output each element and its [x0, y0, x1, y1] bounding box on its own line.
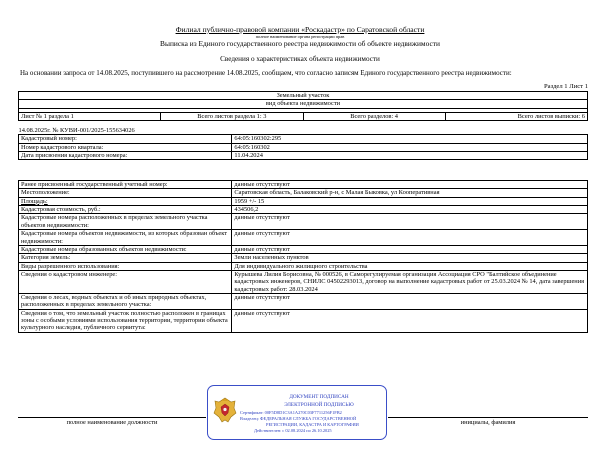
stamp-owner-cont: РЕГИСТРАЦИИ, КАДАСТРА И КАРТОГРАФИИ — [266, 421, 359, 427]
row-value: данные отсутствуют — [232, 309, 588, 332]
row-label: Кадастровые номера расположенных в пределах земельного участка объектов недвижимости: — [19, 214, 232, 230]
row-label: Кадастровые номера образованных объектов недвижимости: — [19, 245, 232, 253]
row-label: Дата присвоения кадастрового номера: — [19, 152, 232, 160]
sheet-number: Лист № 1 раздела 1 — [19, 112, 161, 120]
table-row — [19, 197, 588, 205]
row-value: 11.04.2024 — [232, 152, 588, 160]
row-label: Местоположение: — [19, 189, 232, 197]
section-label: Раздел 1 Лист 1 — [544, 83, 588, 90]
row-value: данные отсутствуют — [232, 181, 588, 189]
name-line — [388, 417, 588, 418]
table-row — [19, 230, 588, 246]
row-value: Курышева Лилия Борисовна, № 000526, в Саморегулируемая организация Ассоциация СРО "Балтийское объединение кадастровых инженеров, СНИЛС 04502293013, договор на выполнение кадастровых работ от 25.03.2024 № 14, дата завершения кадастровых работ: 28.03.2024 — [232, 270, 588, 293]
row-value: Земли населенных пунктов — [232, 254, 588, 262]
row-value: Для индивидуального жилищного строительства — [232, 262, 588, 270]
table-row — [19, 206, 588, 214]
e-signature-stamp — [207, 385, 387, 440]
row-value: данные отсутствуют — [232, 214, 588, 230]
row-label: Виды разрешенного использования: — [19, 262, 232, 270]
identifiers-table — [18, 127, 588, 160]
name-caption: инициалы, фамилия — [460, 419, 516, 426]
stamp-line: ДОКУМЕНТ ПОДПИСАН — [289, 394, 349, 400]
stamp-cert: Сертификат: 00F5D8D1C3A1A270C03F7711256F1FB2 — [240, 410, 342, 415]
table-row — [19, 181, 588, 189]
position-line — [18, 417, 206, 418]
table-row — [19, 294, 588, 310]
sections-total: Всего разделов: 4 — [303, 112, 445, 120]
document-title: Выписка из Единого государственного реестра недвижимости об объекте недвижимости — [160, 39, 440, 48]
agency-name: Филиал публично-правовой компании «Роскадастр» по Саратовской области — [175, 25, 425, 34]
row-label: Кадастровый номер: — [19, 135, 232, 143]
table-row — [19, 309, 588, 332]
stamp-owner: Владелец: ФЕДЕРАЛЬНАЯ СЛУЖБА ГОСУДАРСТВЕННОЙ — [240, 415, 357, 421]
agency-caption: полное наименование органа регистрации прав — [255, 34, 345, 39]
object-type-caption: вид объекта недвижимости — [19, 100, 588, 108]
row-label: Ранее присвоенный государственный учетный номер: — [19, 181, 232, 189]
table-row — [19, 189, 588, 197]
table-row — [19, 262, 588, 270]
section-title: Сведения о характеристиках объекта недвижимости — [220, 55, 380, 63]
table-row — [19, 214, 588, 230]
row-value: 64:05:160302 — [232, 143, 588, 151]
position-caption: полное наименование должности — [66, 419, 158, 426]
stamp-line: ЭЛЕКТРОННОЙ ПОДПИСЬЮ — [284, 401, 354, 408]
date-number: 14.08.2025г. № КУВИ-001/2025-155634026 — [18, 127, 135, 134]
row-label: Категория земель: — [19, 254, 232, 262]
row-value: данные отсутствуют — [232, 230, 588, 246]
sheets-total: Всего листов выписки: 6 — [445, 112, 587, 120]
details-table — [18, 180, 588, 333]
object-type: Земельный участок — [19, 92, 588, 100]
table-row — [19, 254, 588, 262]
row-value: данные отсутствуют — [232, 294, 588, 310]
stamp-valid: Действителен: с 02.08.2024 по 26.10.2025 — [254, 427, 332, 433]
row-value: 1959 +/- 15 — [232, 197, 588, 205]
table-row — [19, 270, 588, 293]
row-value: 64:05:160302:295 — [232, 135, 588, 143]
table-row — [19, 143, 588, 151]
row-value: Саратовская область, Балаковский р-н, с Малая Быковка, ул Кооперативная — [232, 189, 588, 197]
row-label: Площадь: — [19, 197, 232, 205]
stamp-details — [218, 410, 384, 434]
stamp-title — [264, 394, 374, 409]
table-row — [19, 245, 588, 253]
row-label: Кадастровая стоимость, руб.: — [19, 206, 232, 214]
table-row — [19, 135, 588, 143]
intro-text: На основании запроса от 14.08.2025, поступившего на рассмотрение 14.08.2025, сообщаем, что согласно записям Единого государственного реестра недвижимости: — [20, 69, 512, 77]
summary-table — [18, 91, 588, 121]
sheets-in-section: Всего листов раздела 1: 3 — [161, 112, 303, 120]
row-label: Сведения о том, что земельный участок полностью расположен в границах зоны с особыми условиями использования территории, территории объекта культурного наследия, публичного сервитута: — [19, 309, 232, 332]
row-label: Сведения о лесах, водных объектах и об иных природных объектах, расположенных в пределах земельного участка: — [19, 294, 232, 310]
row-label: Сведения о кадастровом инженере: — [19, 270, 232, 293]
row-value: 434506,2 — [232, 206, 588, 214]
row-value: данные отсутствуют — [232, 245, 588, 253]
row-label: Кадастровые номера объектов недвижимости, из которых образован объект недвижимости: — [19, 230, 232, 246]
row-label: Номер кадастрового квартала: — [19, 143, 232, 151]
table-row — [19, 152, 588, 160]
